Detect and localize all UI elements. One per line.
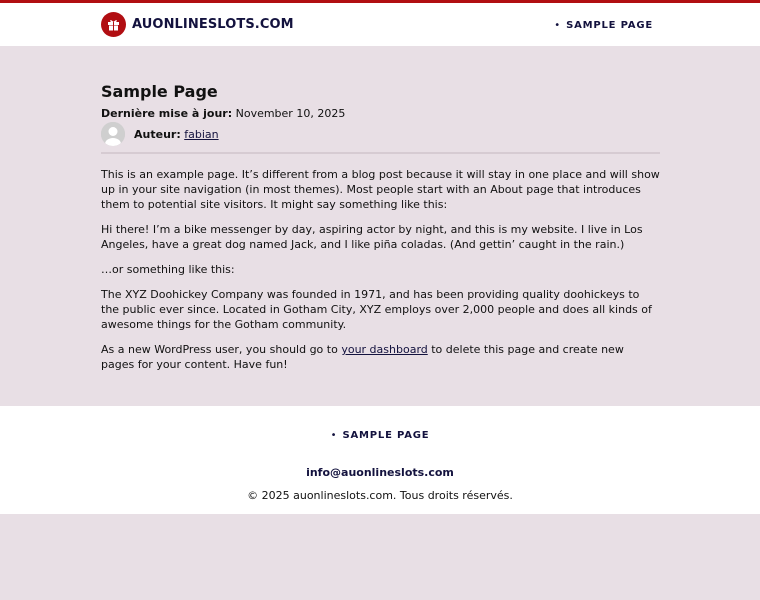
bullet-icon: • [554,20,561,31]
site-brand-link[interactable] [101,12,294,37]
avatar [101,122,125,146]
updated-meta [101,107,660,120]
author-label: Auteur: [134,127,181,141]
paragraph: …or something like this: [101,263,235,276]
author-meta [134,128,219,141]
paragraph: The XYZ Doohickey Company was founded in 1971, and has been providing quality doohickeys to the public ever since. Located in Gotham City, XYZ employs over 2,000 people and does all kinds of awesome things for the Gotham community. [101,288,652,331]
footer-copyright: © 2025 auonlineslots.com. Tous droits réservés. [247,489,513,502]
divider [101,152,660,154]
author-link[interactable]: fabian [184,127,219,141]
paragraph-dashboard [101,342,660,372]
footer-email-link[interactable]: info@auonlineslots.com [306,466,454,479]
nav-item-sample-page[interactable]: SAMPLE PAGE [566,20,653,31]
paragraph: Hi there! I’m a bike messenger by day, aspiring actor by night, and this is my website. I live in Los Angeles, have a great dog named Jack, and I like piña coladas. (And gettin’ caught in the rain.) [101,223,643,251]
site-header [0,3,760,46]
paragraph: This is an example page. It’s different from a blog post because it will stay in one place and will show up in your site navigation (in most themes). Most people start with an About page that introduces them to potential site visitors. It might say something like this: [101,168,660,211]
primary-nav [554,13,653,32]
gift-icon [101,12,126,37]
bullet-icon: • [330,430,337,441]
updated-date: November 10, 2025 [235,107,346,120]
footer-nav-item-sample-page[interactable]: SAMPLE PAGE [342,430,430,441]
page-title: Sample Page [101,82,218,101]
main-content [101,46,660,382]
site-footer [0,406,760,514]
footer-nav [0,423,760,442]
paragraph-text: to delete this page and create new pages for your content. Have fun! [101,343,624,371]
dashboard-link[interactable]: your dashboard [341,343,428,356]
paragraph-text: As a new WordPress user, you should go to [101,343,342,356]
author-row [101,122,660,146]
site-name: AUONLINESLOTS.COM [132,17,294,32]
updated-label: Dernière mise à jour: [101,107,233,120]
